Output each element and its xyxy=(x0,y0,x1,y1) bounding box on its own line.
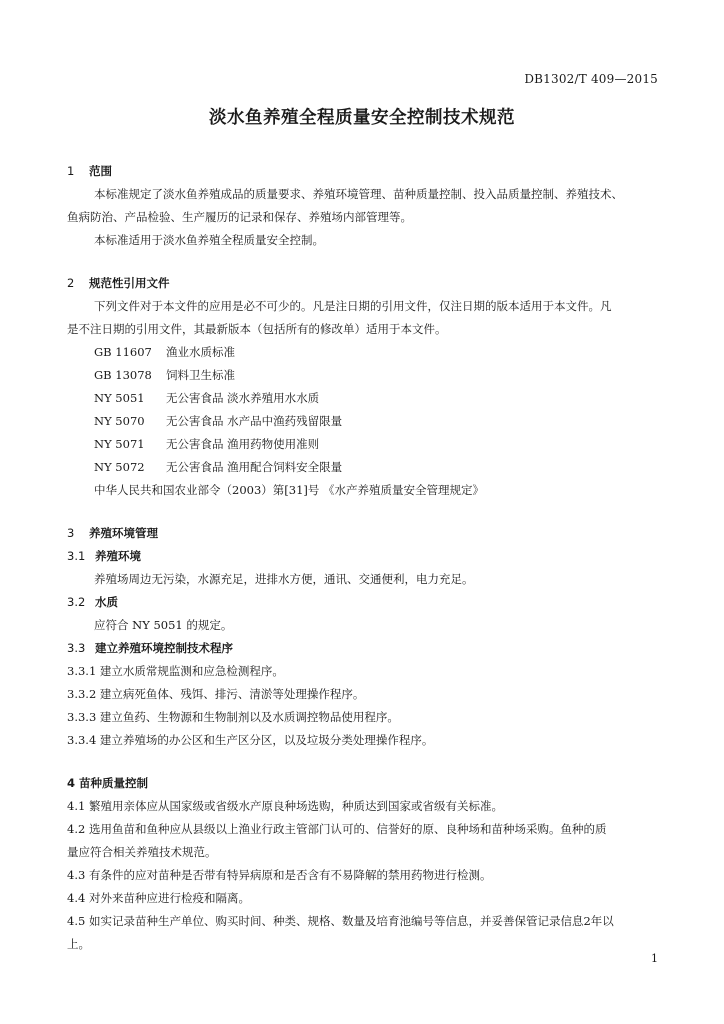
reference-code: NY 5071 xyxy=(94,437,145,451)
reference-name: 饲料卫生标准 xyxy=(166,368,235,382)
subsection-title: 水质 xyxy=(95,595,118,609)
section-1-heading xyxy=(67,160,673,183)
document-title: 淡水鱼养殖全程质量安全控制技术规范 xyxy=(209,108,515,128)
section-number: 3 xyxy=(67,526,75,540)
section-4-heading: 4 苗种质量控制 xyxy=(67,776,149,790)
clause-item-continued: 上。 xyxy=(67,937,90,951)
clause-item: 4.5 如实记录苗种生产单位、购买时间、种类、规格、数量及培育池编号等信息，并妥善保管记录信息2年以 xyxy=(67,914,614,928)
reference-item xyxy=(67,387,673,410)
paragraph-line: 养殖场周边无污染，水源充足，进排水方便，通讯、交通便利，电力充足。 xyxy=(94,572,474,586)
document-body xyxy=(67,160,673,956)
paragraph-line: 下列文件对于本文件的应用是必不可少的。凡是注日期的引用文件，仅注日期的版本适用于本文件。凡 xyxy=(94,299,612,313)
subsection-3-3-heading xyxy=(67,637,673,660)
clause-item: 3.3.4 建立养殖场的办公区和生产区分区，以及垃圾分类处理操作程序。 xyxy=(67,733,434,747)
reference-item xyxy=(67,364,673,387)
reference-name: 无公害食品 渔用配合饲料安全限量 xyxy=(166,460,343,474)
paragraph-line: 鱼病防治、产品检验、生产履历的记录和保存、养殖场内部管理等。 xyxy=(67,210,412,224)
section-title: 规范性引用文件 xyxy=(89,276,170,290)
reference-item xyxy=(67,456,673,479)
subsection-number: 3.1 xyxy=(67,549,86,563)
reference-code: GB 11607 xyxy=(94,345,152,359)
subsection-3-1-heading xyxy=(67,545,673,568)
section-2-heading xyxy=(67,272,673,295)
section-number: 1 xyxy=(67,164,75,178)
reference-item xyxy=(67,341,673,364)
clause-item-continued: 量应符合相关养殖技术规范。 xyxy=(67,845,217,859)
reference-code: NY 5051 xyxy=(94,391,145,405)
paragraph-line: 应符合 NY 5051 的规定。 xyxy=(94,618,233,632)
section-3-heading xyxy=(67,522,673,545)
clause-item: 4.1 繁殖用亲体应从国家级或省级水产原良种场选购，种质达到国家或省级有关标准。 xyxy=(67,799,503,813)
clause-item: 4.2 选用鱼苗和鱼种应从县级以上渔业行政主管部门认可的、信誉好的原、良种场和苗种场采购。鱼种的质 xyxy=(67,822,607,836)
page-number: 1 xyxy=(651,952,658,965)
reference-code: NY 5070 xyxy=(94,414,145,428)
clause-item: 3.3.3 建立鱼药、生物源和生物制剂以及水质调控物品使用程序。 xyxy=(67,710,399,724)
section-number: 2 xyxy=(67,276,75,290)
paragraph-line: 本标准适用于淡水鱼养殖全程质量安全控制。 xyxy=(94,233,324,247)
reference-code: GB 13078 xyxy=(94,368,152,382)
section-title: 范围 xyxy=(89,164,112,178)
reference-name: 渔业水质标准 xyxy=(166,345,235,359)
paragraph-line: 本标准规定了淡水鱼养殖成品的质量要求、养殖环境管理、苗种质量控制、投入品质量控制、养殖技术、 xyxy=(94,187,623,201)
paragraph-line: 是不注日期的引用文件，其最新版本（包括所有的修改单）适用于本文件。 xyxy=(67,322,447,336)
reference-name: 无公害食品 渔用药物使用准则 xyxy=(166,437,320,451)
clause-item: 4.3 有条件的应对苗种是否带有特异病原和是否含有不易降解的禁用药物进行检测。 xyxy=(67,868,492,882)
clause-item: 3.3.2 建立病死鱼体、残饵、排污、清淤等处理操作程序。 xyxy=(67,687,365,701)
reference-code: NY 5072 xyxy=(94,460,145,474)
clause-item: 3.3.1 建立水质常规监测和应急检测程序。 xyxy=(67,664,284,678)
subsection-3-2-heading xyxy=(67,591,673,614)
reference-name: 无公害食品 淡水养殖用水水质 xyxy=(166,391,320,405)
reference-item xyxy=(67,433,673,456)
reference-name: 无公害食品 水产品中渔药残留限量 xyxy=(166,414,343,428)
reference-item xyxy=(67,410,673,433)
subsection-title: 建立养殖环境控制技术程序 xyxy=(95,641,233,655)
standard-code: DB1302/T 409—2015 xyxy=(524,72,658,86)
subsection-number: 3.2 xyxy=(67,595,86,609)
clause-item: 4.4 对外来苗种应进行检疫和隔离。 xyxy=(67,891,250,905)
subsection-number: 3.3 xyxy=(67,641,86,655)
reference-item: 中华人民共和国农业部令（2003）第[31]号 《水产养殖质量安全管理规定》 xyxy=(94,483,485,497)
subsection-title: 养殖环境 xyxy=(95,549,141,563)
section-title: 养殖环境管理 xyxy=(89,526,158,540)
